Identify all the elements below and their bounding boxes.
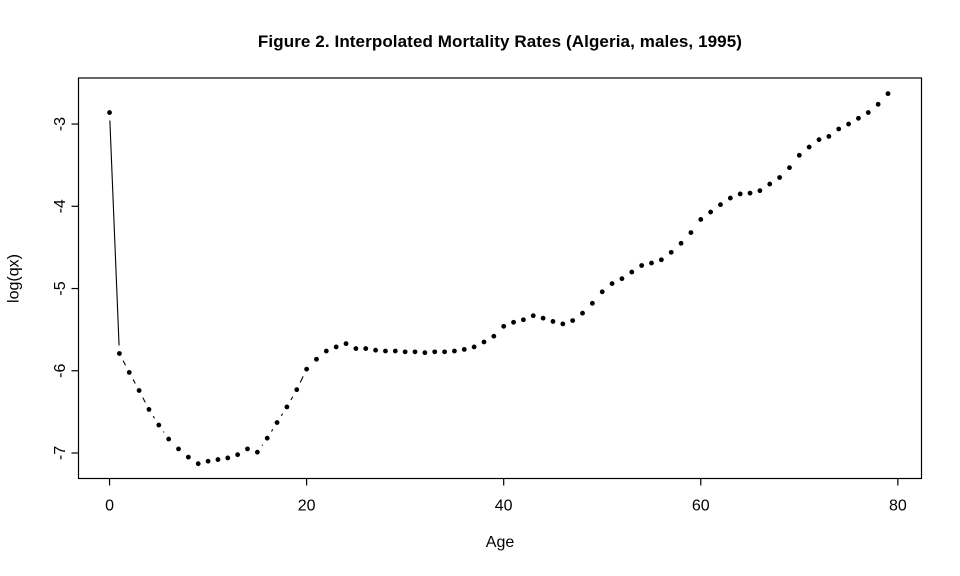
data-point bbox=[817, 137, 822, 142]
data-point bbox=[491, 334, 496, 339]
data-point bbox=[866, 110, 871, 115]
data-point bbox=[403, 349, 408, 354]
data-point bbox=[521, 317, 526, 322]
data-point bbox=[235, 452, 240, 457]
data-point bbox=[432, 349, 437, 354]
data-point bbox=[728, 196, 733, 201]
data-point bbox=[206, 459, 211, 464]
data-point bbox=[777, 175, 782, 180]
series-line-segment bbox=[291, 397, 293, 400]
data-point bbox=[422, 350, 427, 355]
data-point bbox=[314, 357, 319, 362]
series-line-segment bbox=[163, 432, 164, 433]
plot-border bbox=[79, 78, 922, 479]
data-point bbox=[541, 316, 546, 321]
data-point bbox=[876, 102, 881, 107]
chart-title: Figure 2. Interpolated Mortality Rates (Algeria, males, 1995) bbox=[257, 32, 743, 51]
series-line-segment bbox=[300, 376, 303, 382]
data-point bbox=[846, 122, 851, 127]
data-point bbox=[442, 349, 447, 354]
data-point bbox=[856, 116, 861, 121]
data-point bbox=[137, 388, 142, 393]
data-point bbox=[324, 349, 329, 354]
y-tick-label: -6 bbox=[52, 363, 70, 378]
y-tick-label: -5 bbox=[52, 281, 70, 296]
data-point bbox=[265, 436, 270, 441]
data-point bbox=[304, 367, 309, 372]
data-point bbox=[383, 349, 388, 354]
data-point bbox=[363, 346, 368, 351]
data-point bbox=[659, 257, 664, 262]
data-point bbox=[472, 345, 477, 350]
data-point bbox=[797, 153, 802, 158]
data-point bbox=[344, 341, 349, 346]
data-point bbox=[294, 387, 299, 392]
series-line-segment bbox=[262, 445, 263, 446]
x-tick-label: 40 bbox=[494, 497, 513, 515]
data-point bbox=[807, 145, 812, 150]
data-point bbox=[570, 318, 575, 323]
data-point bbox=[511, 320, 516, 325]
data-point bbox=[245, 446, 250, 451]
data-point bbox=[836, 127, 841, 132]
x-axis-label: Age bbox=[485, 534, 515, 551]
data-point bbox=[886, 91, 891, 96]
series-line-segment bbox=[133, 379, 135, 383]
x-tick-label: 20 bbox=[297, 497, 316, 515]
data-point bbox=[353, 346, 358, 351]
series-line-segment bbox=[143, 398, 145, 403]
data-point bbox=[600, 289, 605, 294]
data-point bbox=[462, 347, 467, 352]
data-point bbox=[501, 324, 506, 329]
x-axis bbox=[105, 479, 907, 515]
data-point bbox=[708, 210, 713, 215]
y-tick-label: -4 bbox=[52, 199, 70, 214]
data-point bbox=[620, 276, 625, 281]
data-point bbox=[560, 321, 565, 326]
y-tick-label: -3 bbox=[52, 116, 70, 132]
data-point bbox=[413, 349, 418, 354]
x-tick-label: 0 bbox=[105, 497, 114, 515]
connecting-segments bbox=[110, 121, 303, 446]
data-point bbox=[452, 349, 457, 354]
series-line-segment bbox=[153, 416, 154, 418]
data-point bbox=[285, 405, 290, 410]
data-point bbox=[580, 311, 585, 316]
data-point bbox=[373, 348, 378, 353]
data-point bbox=[551, 319, 556, 324]
series-line-segment bbox=[123, 361, 125, 366]
data-point bbox=[196, 461, 201, 466]
data-point bbox=[127, 370, 132, 375]
data-point bbox=[767, 182, 772, 187]
y-tick-label: -7 bbox=[52, 445, 70, 461]
data-point bbox=[531, 313, 536, 318]
data-point bbox=[718, 202, 723, 207]
series-line-segment bbox=[271, 429, 272, 431]
data-point bbox=[482, 340, 487, 345]
data-point bbox=[186, 455, 191, 460]
data-point bbox=[216, 457, 221, 462]
data-point bbox=[698, 217, 703, 222]
data-point bbox=[117, 351, 122, 356]
data-point bbox=[787, 165, 792, 170]
data-point bbox=[669, 250, 674, 255]
data-point bbox=[334, 345, 339, 350]
x-tick-label: 80 bbox=[888, 497, 907, 515]
data-point bbox=[255, 450, 260, 455]
data-point bbox=[590, 301, 595, 306]
data-point bbox=[748, 191, 753, 196]
data-point bbox=[757, 188, 762, 193]
data-point bbox=[156, 423, 161, 428]
data-point bbox=[176, 446, 181, 451]
y-axis-label: log(qx) bbox=[5, 254, 23, 303]
data-point bbox=[147, 407, 152, 412]
data-point bbox=[679, 241, 684, 246]
data-point bbox=[629, 270, 634, 275]
series-line-segment bbox=[281, 414, 282, 416]
data-point bbox=[610, 281, 615, 286]
series-line-segment bbox=[110, 121, 119, 346]
data-point bbox=[166, 437, 171, 442]
data-point bbox=[689, 230, 694, 235]
data-point bbox=[649, 261, 654, 266]
y-axis bbox=[52, 117, 78, 460]
data-point bbox=[107, 110, 112, 115]
data-point bbox=[225, 456, 230, 461]
data-point bbox=[275, 420, 280, 425]
data-point bbox=[738, 192, 743, 197]
data-point bbox=[393, 349, 398, 354]
x-tick-label: 60 bbox=[691, 497, 710, 515]
data-point bbox=[639, 263, 644, 268]
data-points bbox=[107, 91, 890, 466]
data-point bbox=[826, 134, 831, 139]
